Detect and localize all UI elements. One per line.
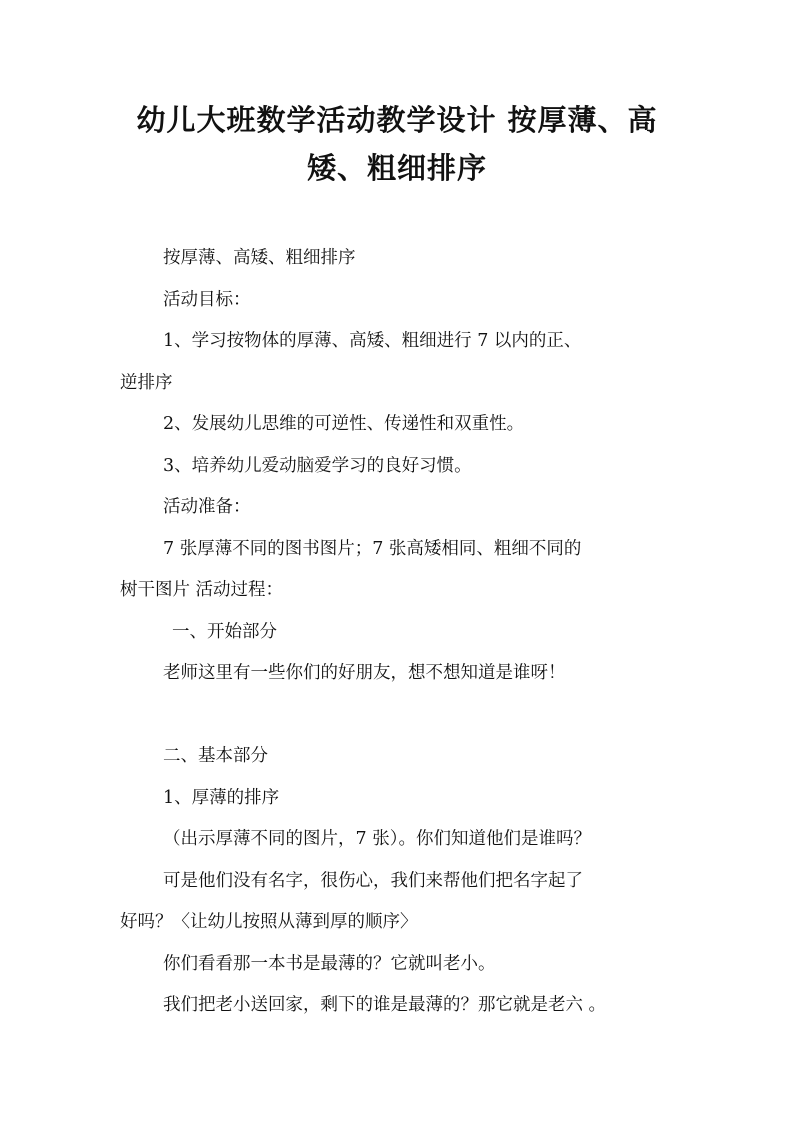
- paragraph: 你们看看那一本书是最薄的？它就叫老小。: [163, 953, 496, 974]
- paragraph: 活动目标：: [163, 289, 251, 310]
- section-heading: 按厚薄、高矮、粗细排序: [163, 248, 356, 268]
- paragraph: 老师这里有一些你们的好朋友，想不想知道是谁呀！: [163, 663, 566, 683]
- paragraph: 我们把老小送回家，剩下的谁是最薄的？那它就是老六 。: [163, 995, 607, 1015]
- section-heading: 二、基本部分: [163, 746, 268, 766]
- paragraph-continuation: 逆排序: [120, 372, 173, 393]
- paragraph: 1、学习按物体的厚薄、高矮、粗细进行 7 以内的正、: [163, 331, 582, 351]
- paragraph-continuation: 好吗？〈让幼儿按照从薄到厚的顺序〉: [120, 912, 418, 932]
- document-title: [100, 96, 694, 192]
- title-line-1: 幼儿大班数学活动教学设计 按厚薄、高: [136, 103, 658, 137]
- paragraph: （出示厚薄不同的图片，7 张）。你们知道他们是谁吗？: [163, 829, 591, 849]
- document-body: [120, 238, 680, 1027]
- paragraph: 3、培养幼儿爱动脑爱学习的良好习惯。: [163, 455, 472, 476]
- paragraph: 可是他们没有名字，很伤心，我们来帮他们把名字起了: [163, 870, 583, 891]
- section-heading: 一、开始部分: [172, 621, 277, 642]
- title-line-2: 矮、粗细排序: [306, 151, 487, 185]
- blank-line: [120, 695, 680, 737]
- paragraph: 2、发展幼儿思维的可逆性、传递性和双重性。: [163, 414, 525, 434]
- paragraph-continuation: 树干图片 活动过程：: [120, 580, 284, 600]
- paragraph: 活动准备：: [163, 497, 251, 517]
- paragraph: 1、厚薄的排序: [163, 787, 280, 808]
- paragraph: 7 张厚薄不同的图书图片；7 张高矮相同、粗细不同的: [163, 538, 582, 559]
